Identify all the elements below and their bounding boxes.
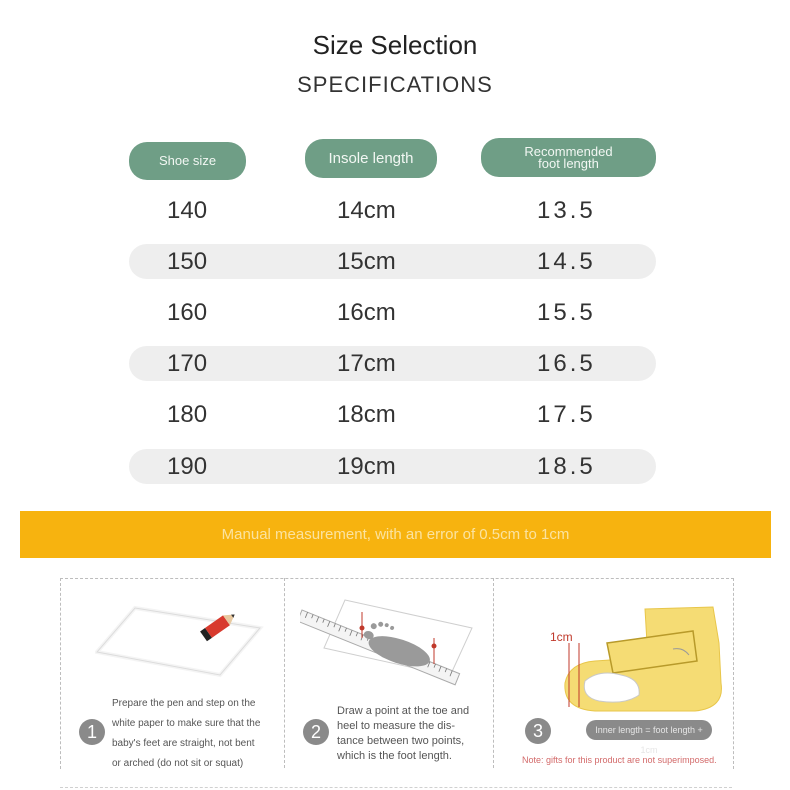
cell-foot-length: 14.5 bbox=[537, 248, 596, 275]
header-shoe-size bbox=[129, 142, 246, 180]
step-divider bbox=[493, 578, 494, 768]
cell-shoe-size: 140 bbox=[167, 197, 208, 224]
cell-insole-length: 16cm bbox=[337, 299, 396, 326]
table-row bbox=[129, 397, 656, 432]
cell-shoe-size: 170 bbox=[167, 350, 208, 377]
table-row bbox=[129, 346, 656, 381]
step-2-line: tance between two points, bbox=[337, 735, 465, 747]
cell-shoe-size: 190 bbox=[167, 453, 208, 480]
table-row bbox=[129, 193, 656, 228]
table-row bbox=[129, 295, 656, 330]
cell-shoe-size: 180 bbox=[167, 401, 208, 428]
step-divider bbox=[284, 578, 285, 768]
step-1-line: white paper to make sure that the bbox=[112, 718, 261, 729]
header-recommended-line2: foot length bbox=[538, 155, 599, 171]
steps-bottom-line bbox=[60, 787, 732, 788]
banner-text: Manual measurement, with an error of 0.5cm to 1cm bbox=[221, 526, 570, 543]
gift-note: Note: gifts for this product are not superimposed. bbox=[522, 755, 717, 765]
header-shoe-size-label: Shoe size bbox=[158, 153, 217, 168]
step-2-instructions bbox=[337, 704, 469, 764]
step-1-line: Prepare the pen and step on the bbox=[112, 698, 256, 709]
step-number-1: 1 bbox=[79, 719, 105, 745]
measurement-banner bbox=[20, 511, 771, 558]
measure-1cm-label: 1cm bbox=[550, 630, 573, 644]
cell-insole-length: 18cm bbox=[337, 401, 396, 428]
step-1-line: or arched (do not sit or squat) bbox=[112, 758, 244, 769]
table-row bbox=[129, 244, 656, 279]
page-title: Size Selection bbox=[312, 30, 478, 60]
header-recommended-line1: Recommended bbox=[524, 143, 613, 159]
step-number-2: 2 bbox=[303, 719, 329, 745]
step-2-line: which is the foot length. bbox=[337, 750, 452, 762]
cell-shoe-size: 150 bbox=[167, 248, 208, 275]
cell-shoe-size: 160 bbox=[167, 299, 208, 326]
header-insole-length bbox=[305, 139, 437, 178]
step-number-3: 3 bbox=[525, 718, 551, 744]
cell-insole-length: 14cm bbox=[337, 197, 396, 224]
table-row bbox=[129, 449, 656, 484]
cell-foot-length: 18.5 bbox=[537, 453, 596, 480]
step-1-instructions bbox=[112, 694, 260, 774]
step-1-line: baby's feet are straight, not bent bbox=[112, 738, 255, 749]
header-insole-length-label: Insole length bbox=[328, 149, 414, 167]
cell-foot-length: 17.5 bbox=[537, 401, 596, 428]
cell-foot-length: 13.5 bbox=[537, 197, 596, 224]
paper-pencil-illustration bbox=[95, 600, 265, 680]
cell-insole-length: 17cm bbox=[337, 350, 396, 377]
inner-length-formula-text: Inner length = foot length + 1cm bbox=[595, 725, 703, 755]
page-subtitle: SPECIFICATIONS bbox=[297, 72, 493, 97]
cell-foot-length: 15.5 bbox=[537, 299, 596, 326]
step-2-line: heel to measure the dis- bbox=[337, 720, 456, 732]
ruler-footprint-illustration bbox=[300, 598, 480, 693]
header-recommended-foot-length bbox=[481, 138, 656, 177]
cell-insole-length: 19cm bbox=[337, 453, 396, 480]
shoe-illustration bbox=[555, 603, 735, 715]
cell-insole-length: 15cm bbox=[337, 248, 396, 275]
inner-length-formula bbox=[586, 720, 712, 755]
step-2-line: Draw a point at the toe and bbox=[337, 705, 470, 717]
cell-foot-length: 16.5 bbox=[537, 350, 596, 377]
